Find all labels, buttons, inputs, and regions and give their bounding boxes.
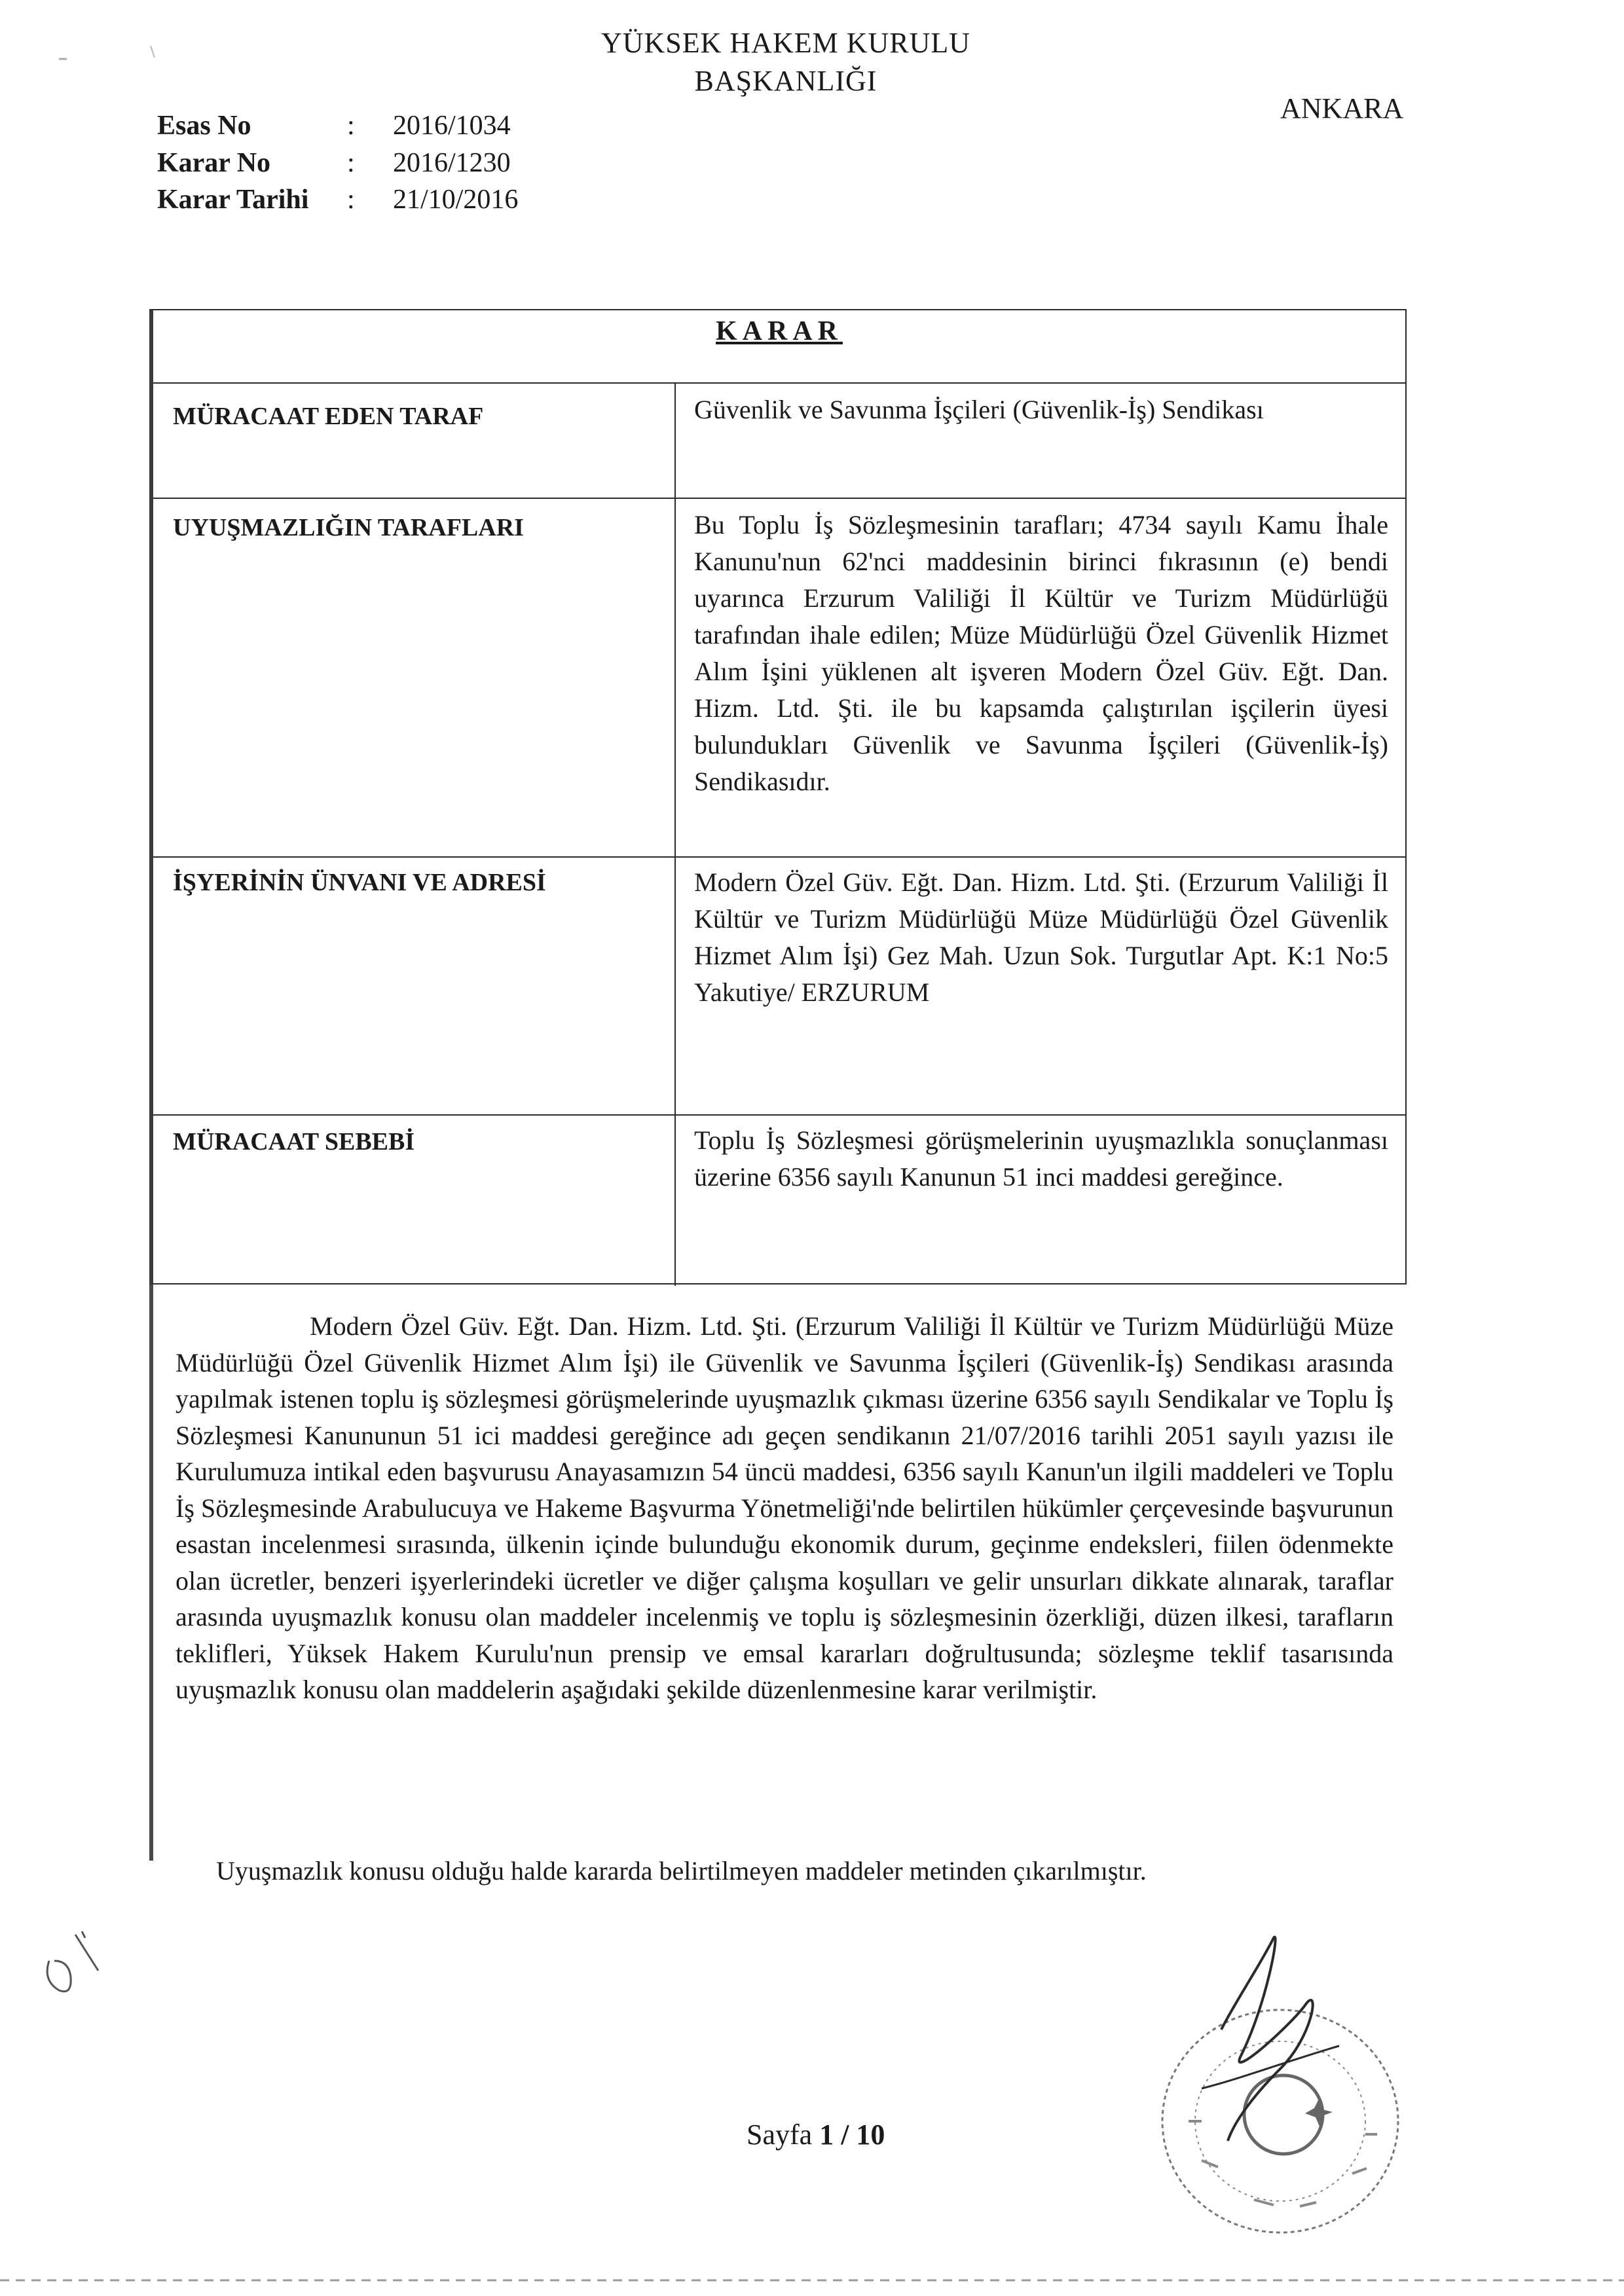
meta-separator: :: [347, 111, 355, 141]
page-total: 10: [856, 2119, 885, 2151]
table-divider: [153, 1114, 1405, 1116]
decision-paragraph: Modern Özel Güv. Eğt. Dan. Hizm. Ltd. Şti. (Erzurum Valiliği İl Kültür ve Turizm Müdürlüğü Müze Müdürlüğü Özel Güvenlik Hizmet Alım İşi) ile Güvenlik ve Savunma İşçileri (Güvenlik-İş) Sendikası arasında yapılmak istenen toplu iş sözleşmesi görüşmelerinde uyuşmazlık çıkması üzerine 6356 sayılı Sendikalar ve Toplu İş Sözleşmesi Kanununun 51 ici maddesi gereğince adı geçen sendikanın 21/07/2016 tarihli 2051 sayılı yazısı ile Kurulumuza intikal eden başvurusu Anayasamızın 54 üncü maddesi, 6356 sayılı Kanun'un ilgili maddeleri ve Toplu İş Sözleşmesinde Arabulucuya ve Hakeme Başvurma Yönetmeliği'nde belirtilen hükümler çerçevesinde başvurunun esastan incelenmesi sırasında, ülkenin içinde bulunduğu ekonomik durum, geçinme endeksleri, fiilen ödenmekte olan ücretler, benzeri işyerlerindeki ücretler ve diğer çalışma koşulları ve gelir unsurları dikkate alınarak, taraflar arasında uyuşmazlık konusu olan maddeler incelenmiş ve toplu iş sözleşmesinin özerkliği, düzen ilkesi, tarafların teklifleri, Yüksek Hakem Kurulu'nun prensip ve emsal kararları doğrultusunda; sözleşme teklif tasarısında uyuşmazlık konusu olan maddelerin aşağıdaki şekilde düzenlenmesine karar verilmiştir.: [175, 1311, 1393, 1704]
decision-table: [149, 309, 1407, 1285]
official-stamp-signature: [1143, 1925, 1418, 2252]
meta-label: Karar No: [157, 148, 271, 178]
page-current: 1: [819, 2119, 834, 2151]
meta-row-case-no: [157, 108, 511, 143]
page-label: Sayfa: [747, 2119, 813, 2151]
page-separator: /: [841, 2119, 849, 2151]
decision-note: Uyuşmazlık konusu olduğu halde kararda belirtilmeyen maddeler metinden çıkarılmıştır.: [216, 1856, 1147, 1886]
table-divider: [153, 498, 1405, 499]
institution-name: YÜKSEK HAKEM KURULU: [600, 27, 971, 59]
meta-row-decision-no: [157, 145, 511, 181]
meta-row-decision-date: [157, 182, 518, 217]
row-label-reason: MÜRACAAT SEBEBİ: [173, 1128, 415, 1156]
meta-value: 2016/1034: [393, 111, 511, 141]
scan-edge-line: [0, 2278, 1624, 2282]
row-value-workplace: Modern Özel Güv. Eğt. Dan. Hizm. Ltd. Şti. (Erzurum Valiliği İl Kültür ve Turizm Müdürlüğü Müze Müdürlüğü Özel Güvenlik Hizmet Alım İşi) Gez Mah. Uzun Sok. Turgutlar Apt. K:1 No:5 Yakutiye/ ERZURUM: [694, 867, 1388, 1007]
row-value-applicant: Güvenlik ve Savunma İşçileri (Güvenlik-İş) Sendikası: [694, 395, 1264, 424]
handwritten-margin-mark: [36, 1922, 115, 2007]
row-label-workplace: İŞYERİNİN ÜNVANI VE ADRESİ: [173, 869, 546, 896]
meta-value: 21/10/2016: [393, 185, 519, 215]
column-divider: [674, 382, 676, 1286]
meta-label: Esas No: [157, 111, 251, 141]
scan-specks: [52, 39, 183, 79]
meta-value: 2016/1230: [393, 148, 511, 178]
row-label-parties: UYUŞMAZLIĞIN TARAFLARI: [173, 514, 524, 541]
meta-separator: :: [347, 185, 355, 215]
table-divider: [153, 382, 1405, 384]
margin-bar: [149, 1285, 153, 1861]
table-title: KARAR: [716, 316, 843, 346]
page-number: [747, 2118, 885, 2151]
table-divider: [153, 856, 1405, 858]
city-label: ANKARA: [1280, 92, 1404, 124]
institution-subtitle: BAŞKANLIĞI: [694, 65, 877, 97]
row-value-reason: Toplu İş Sözleşmesi görüşmelerinin uyuşmazlıkla sonuçlanması üzerine 6356 sayılı Kanunun 51 inci maddesi gereğince.: [694, 1125, 1388, 1192]
meta-label: Karar Tarihi: [157, 185, 309, 215]
row-label-applicant: MÜRACAAT EDEN TARAF: [173, 403, 484, 430]
row-value-parties: Bu Toplu İş Sözleşmesinin tarafları; 4734 sayılı Kamu İhale Kanunu'nun 62'nci maddesinin birinci fıkrasının (e) bendi uyarınca Erzurum Valiliği İl Kültür ve Turizm Müdürlüğü tarafından ihale edilen; Müze Müdürlüğü Özel Güvenlik Hizmet Alım İşini yüklenen alt işveren Modern Özel Güv. Eğt. Dan. Hizm. Ltd. Şti. ile bu kapsamda çalıştırılan işçilerin üyesi bulundukları Güvenlik ve Savunma İşçileri (Güvenlik-İş) Sendikasıdır.: [694, 510, 1388, 796]
meta-separator: :: [347, 148, 355, 178]
